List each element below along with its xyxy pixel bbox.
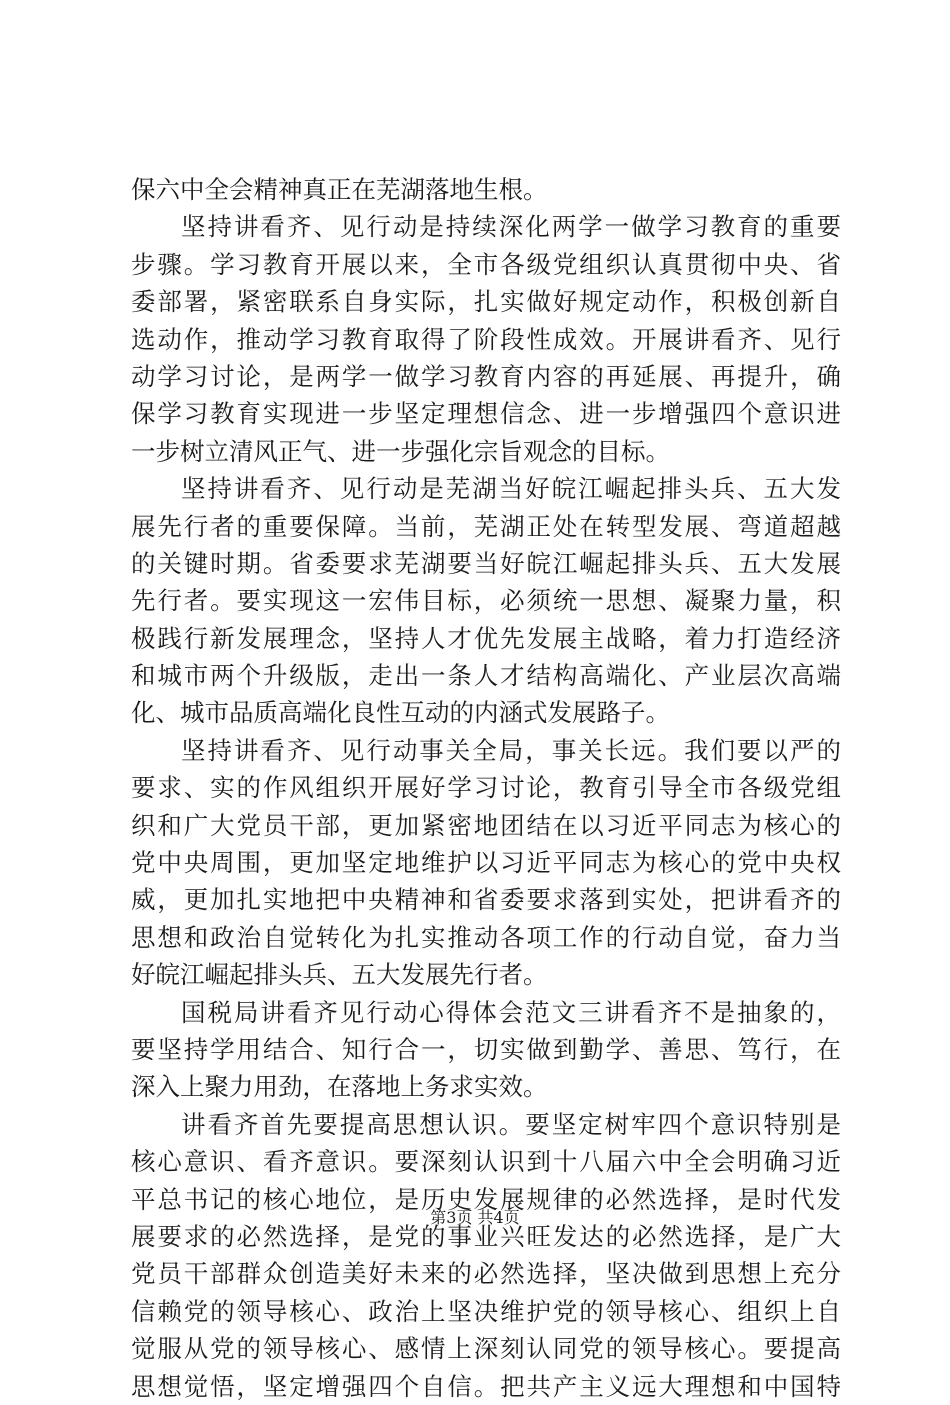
text-line: 好皖江崛起排头兵、五大发展先行者。 bbox=[131, 960, 548, 990]
text-line: 平总书记的核心地位，是历史发展规律的必然选择，是时代发 bbox=[131, 1184, 841, 1214]
text-line: 选动作，推动学习教育取得了阶段性成效。开展讲看齐、见行 bbox=[131, 324, 841, 354]
text-line: 坚持讲看齐、见行动事关全局，事关长远。我们要以严的 bbox=[181, 735, 841, 765]
page-footer: 第3页 共4页 bbox=[430, 1208, 520, 1227]
text-line: 核心意识、看齐意识。要深刻认识到十八届六中全会明确习近 bbox=[131, 1147, 841, 1177]
text-line: 动学习讨论，是两学一做学习教育内容的再延展、再提升，确 bbox=[131, 361, 841, 391]
text-line: 织和广大党员干部，更加紧密地团结在以习近平同志为核心的 bbox=[131, 810, 841, 840]
text-line: 展要求的必然选择，是党的事业兴旺发达的必然选择，是广大 bbox=[131, 1221, 841, 1251]
text-line: 保六中全会精神真正在芜湖落地生根。 bbox=[131, 175, 548, 204]
text-line: 的关键时期。省委要求芜湖要当好皖江崛起排头兵、五大发展 bbox=[131, 548, 841, 578]
text-line: 觉服从党的领导核心、感情上深刻认同党的领导核心。要提高 bbox=[131, 1334, 841, 1364]
text-line: 党中央周围，更加坚定地维护以习近平同志为核心的党中央权 bbox=[131, 848, 841, 878]
text-line: 步骤。学习教育开展以来，全市各级党组织认真贯彻中央、省 bbox=[131, 249, 841, 279]
text-line: 保学习教育实现进一步坚定理想信念、进一步增强四个意识进 bbox=[131, 399, 841, 429]
text-line: 威，更加扎实地把中央精神和省委要求落到实处，把讲看齐的 bbox=[131, 885, 841, 915]
text-line: 坚持讲看齐、见行动是芜湖当好皖江崛起排头兵、五大发 bbox=[181, 474, 841, 504]
text-line: 一步树立清风正气、进一步强化宗旨观念的目标。 bbox=[131, 436, 670, 466]
text-line: 党员干部群众创造美好未来的必然选择，坚决做到思想上充分 bbox=[131, 1259, 841, 1289]
text-line: 和城市两个升级版，走出一条人才结构高端化、产业层次高端 bbox=[131, 661, 841, 691]
text-line: 要求、实的作风组织开展好学习讨论，教育引导全市各级党组 bbox=[131, 773, 841, 803]
text-line: 思想觉悟，坚定增强四个自信。把共产主义远大理想和中国特 bbox=[131, 1371, 841, 1401]
text-line: 讲看齐首先要提高思想认识。要坚定树牢四个意识特别是 bbox=[181, 1109, 841, 1139]
text-line: 国税局讲看齐见行动心得体会范文三讲看齐不是抽象的， bbox=[181, 997, 841, 1027]
text-line: 坚持讲看齐、见行动是持续深化两学一做学习教育的重要 bbox=[181, 212, 841, 242]
text-line: 思想和政治自觉转化为扎实推动各项工作的行动自觉，奋力当 bbox=[131, 922, 841, 952]
text-line: 信赖党的领导核心、政治上坚决维护党的领导核心、组织上自 bbox=[131, 1296, 841, 1326]
text-line: 极践行新发展理念，坚持人才优先发展主战略，着力打造经济 bbox=[131, 623, 841, 653]
text-line: 先行者。要实现这一宏伟目标，必须统一思想、凝聚力量，积 bbox=[131, 586, 841, 616]
text-line: 深入上聚力用劲，在落地上务求实效。 bbox=[131, 1072, 548, 1102]
text-line: 委部署，紧密联系自身实际，扎实做好规定动作，积极创新自 bbox=[131, 287, 841, 317]
text-line: 展先行者的重要保障。当前，芜湖正处在转型发展、弯道超越 bbox=[131, 511, 841, 541]
text-line: 要坚持学用结合、知行合一，切实做到勤学、善思、笃行，在 bbox=[131, 1034, 841, 1064]
text-line: 化、城市品质高端化良性互动的内涵式发展路子。 bbox=[131, 698, 670, 728]
